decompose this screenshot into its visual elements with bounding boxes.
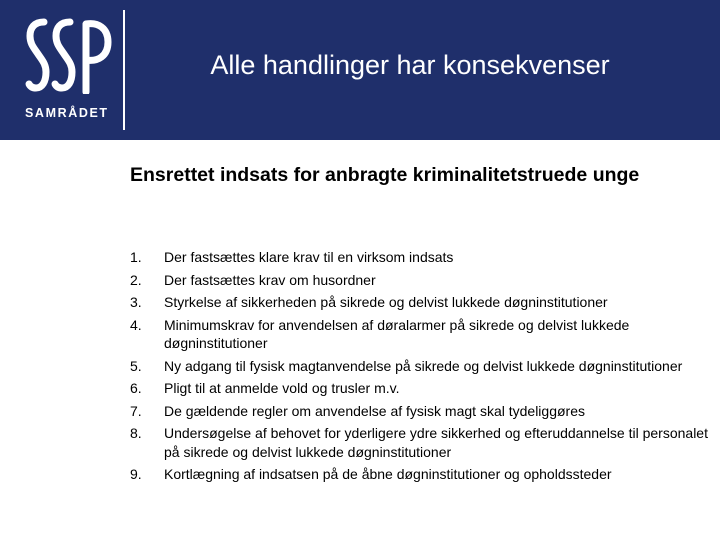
list-item: [130, 465, 710, 484]
list-item-text: Der fastsættes klare krav til en virksom indsats: [164, 249, 454, 265]
slide-subtitle: Ensrettet indsats for anbragte kriminalitetstruede unge: [130, 164, 640, 186]
list-item-text: Der fastsættes krav om husordner: [164, 271, 376, 288]
list-item-number: 9.: [130, 466, 142, 482]
list-item: [130, 248, 710, 267]
list-item-number: 2.: [130, 271, 142, 288]
list-item-text: Minimumskrav for anvendelsen af døralarmer på sikrede og delvist lukkede døgninstitutioner: [164, 316, 630, 351]
ssp-logo-mark: [24, 18, 114, 94]
list-item-number: 5.: [130, 357, 142, 374]
header-banner: [0, 0, 720, 140]
list-item: [130, 424, 710, 461]
slide-title: Alle handlinger har konsekvenser: [210, 50, 610, 80]
list-item-number: 6.: [130, 380, 142, 396]
list-item-text: Styrkelse af sikkerheden på sikrede og delvist lukkede døgninstitutioner: [164, 294, 608, 310]
list-item-text: Kortlægning af indsatsen på de åbne døgninstitutioner og opholdssteder: [164, 466, 612, 482]
header-divider: [123, 10, 125, 130]
svg-text:SSP: SSP: [24, 18, 27, 19]
ssp-samraadet-logo: [18, 12, 118, 132]
list-item-text: De gældende regler om anvendelse af fysisk magt skal tydeliggøres: [164, 402, 585, 419]
list-item: [130, 379, 710, 398]
list-item-number: 7.: [130, 402, 142, 419]
list-item-number: 8.: [130, 425, 142, 441]
list-item-text: Ny adgang til fysisk magtanvendelse på sikrede og delvist lukkede døgninstitutioner: [164, 357, 683, 374]
list-item-text: Undersøgelse af behovet for yderligere ydre sikkerhed og efteruddannelse til personalet på sikrede og delvist lukkede døgninstitutioner: [164, 425, 708, 460]
list-item: [130, 271, 710, 290]
list-item-number: 1.: [130, 249, 142, 265]
list-item: [130, 293, 710, 312]
list-item-number: 3.: [130, 294, 142, 310]
logo-text: SAMRÅDET: [25, 106, 109, 120]
list-item: [130, 357, 710, 376]
list-item: [130, 402, 710, 421]
list-item-number: 4.: [130, 316, 142, 333]
list-item-text: Pligt til at anmelde vold og trusler m.v.: [164, 380, 400, 396]
numbered-list: [130, 248, 710, 488]
list-item: [130, 316, 710, 353]
